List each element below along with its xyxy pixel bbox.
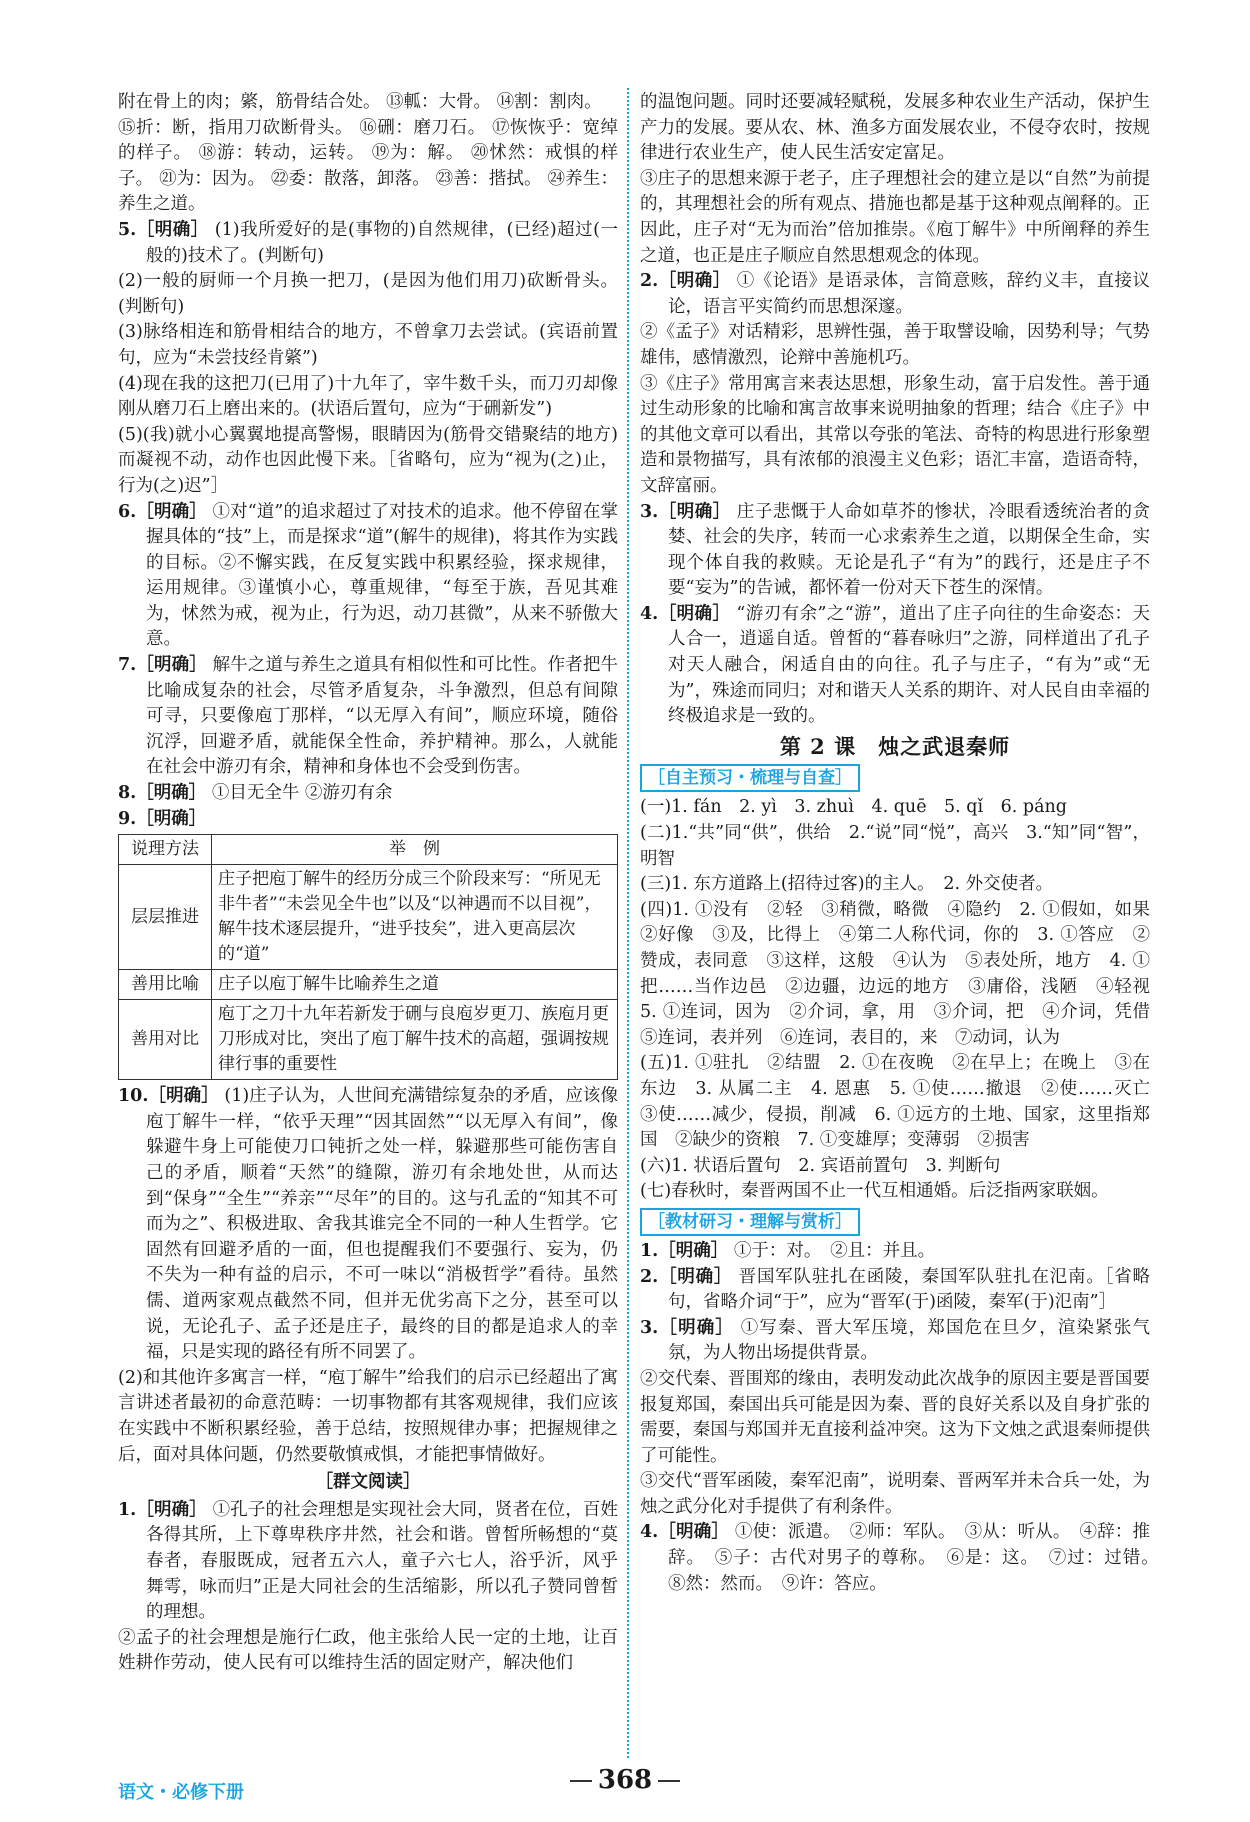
study-answer-4: 4.［明确］ ①使：派遣。 ②师：军队。 ③从：听从。 ④辞：推辞。 ⑤子：古代对男子的尊称。 ⑥是：这。 ⑦过：过错。 ⑧然：然而。 ⑨许：答应。: [640, 1522, 1168, 1594]
answer-text: ③《庄子》常用寓言来表达思想，形象生动，富于启发性。善于通过生动形象的比喻和寓言故事来说明抽象的哲理；结合《庄子》中的其他文章可以看出，其常以夸张的笔法、奇特的构思进行形象塑造和景物描写，具有浓郁的浪漫主义色彩；语汇丰富，造语奇特，文辞富丽。: [640, 373, 1150, 496]
page-number: 368: [560, 1765, 690, 1795]
answer-text: (5)(我)就小心翼翼地提高警惕，眼睛因为(筋骨交错聚结的地方)而凝视不动，动作也因此慢下来。［省略句，应为“视为(之)止，行为(之)迟”］: [118, 424, 618, 496]
section-banner: ［自主预习・梳理与自查］: [640, 764, 860, 792]
answer-text: (4)现在我的这把刀(已用了)十九年了，宰牛数千头，而刀刃却像刚从磨刀石上磨出来的。(状语后置句，应为“于硎新发”): [118, 373, 618, 420]
group-answer-1: 1.［明确］ ①孔子的社会理想是实现社会大同，贤者在位，百姓各得其所，上下尊卑秩序井然，社会和谐。曾皙所畅想的“莫春者，春服既成，冠者五六人，童子六七人，浴乎沂，风乎舞雩，咏而归”正是大同社会的生活缩影，所以孔子赞同曾皙的理想。: [118, 1499, 618, 1623]
study-answer-1: 1.［明确］ ①于：对。 ②且：并且。: [640, 1240, 936, 1261]
group-answer-4: 4.［明确］ “游刃有余”之“游”，道出了庄子向往的生命姿态：天人合一，逍遥自适。曾皙的“暮春咏归”之游，同样道出了孔子对天人融合，闲适自由的向往。孔子与庄子，“有为”或“无为”，殊途而同归；对和谐天人关系的期许、对人民自由幸福的终极追求是一致的。: [640, 603, 1150, 727]
table-cell: 层层推进: [119, 865, 212, 970]
table-row: [119, 1000, 618, 1080]
note-text: 附在骨上的肉；綮，筋骨结合处。 ⑬軱：大骨。 ⑭割：割肉。: [118, 92, 602, 112]
table-header: 举 例: [212, 835, 618, 865]
answer-text: ③交代“晋军函陵，秦军氾南”，说明秦、晋两军并未合兵一处，为烛之武分化对手提供了有利条件。: [640, 1471, 1150, 1517]
reasoning-table: [118, 834, 618, 1080]
left-column: [118, 90, 618, 1677]
table-cell: 庄子把庖丁解牛的经历分成三个阶段来写：“所见无非牛者”“未尝见全牛也”以及“以神遇而不以目视”，解牛技术逐层提升，“进乎技矣”，进入更高层次的“道”: [212, 865, 618, 970]
answer-10: 10.［明确］ (1)庄子认为，人世间充满错综复杂的矛盾，应该像庖丁解牛一样，“依乎天理”“因其固然”“以无厚入有间”，像躲避牛身上可能使刀口钝折之处一样，躲避那些可能伤害自己的矛盾，顺着“天然”的缝隙，游刃有余地处世，从而达到“保身”“全生”“养亲”“尽年”的目的。这与孔孟的“知其不可而为之”、积极进取、舍我其谁完全不同的一种人生哲学。它固然有回避矛盾的一面，但也提醒我们不要强行、妄为，仍不失为一种有益的启示，不可一味以“消极哲学”看待。虽然儒、道两家观点截然不同，但并无优劣高下之分，甚至可以说，无论孔子、孟子还是庄子，最终的目的都是追求人的幸福，只是实现的路径有所不同罢了。: [118, 1086, 618, 1363]
preview-item: (六)1. 状语后置句 2. 宾语前置句 3. 判断句: [640, 1155, 1001, 1176]
right-column: [640, 90, 1168, 1597]
preview-item: (三)1. 东方道路上(招待过客)的主人。 2. 外交使者。: [640, 874, 1054, 895]
answer-6: 6.［明确］ ①对“道”的追求超过了对技术的追求。他不停留在掌握具体的“技”上，而是探求“道”(解牛的规律)，将其作为实践的目标。②不懈实践，在反复实践中积累经验，探求规律，运用规律。③谨慎小心，尊重规律，“每至于族，吾见其难为，怵然为戒，视为止，行为迟，动刀甚微”，从来不骄傲大意。: [118, 501, 618, 650]
study-answer-3: 3.［明确］ ①写秦、晋大军压境，郑国危在旦夕，渲染紧张气氛，为人物出场提供背景。: [640, 1317, 1150, 1364]
preview-item: (二)1.“共”同“供”，供给 2.“说”同“悦”，高兴 3.“知”同“智”，明智: [640, 823, 1150, 869]
answer-7: 7.［明确］ 解牛之道与养生之道具有相似性和可比性。作者把牛比喻成复杂的社会，尽管矛盾复杂，斗争激烈，但总有间隙可寻，只要像庖丁那样，“以无厚入有间”，顺应环境，随俗沉浮，回避矛盾，就能保全性命，养护精神。那么，人就能在社会中游刃有余，精神和身体也不会受到伤害。: [118, 655, 618, 778]
answer-text: (3)脉络相连和筋骨相结合的地方，不曾拿刀去尝试。(宾语前置句，应为“未尝技经肯綮”): [118, 322, 618, 368]
table-cell: 善用比喻: [119, 970, 212, 1000]
group-answer-2: 2.［明确］ ①《论语》是语录体，言简意赅，辞约义丰，直接议论，语言平实简约而思想深邃。: [640, 271, 1150, 317]
book-name: 语文・必修下册: [118, 1782, 244, 1803]
column-divider: [627, 88, 629, 1758]
section-title: ［群文阅读］: [315, 1472, 421, 1493]
table-cell: 善用对比: [119, 1000, 212, 1080]
section-banner: ［教材研习・理解与赏析］: [640, 1208, 860, 1236]
table-row: [119, 970, 618, 1000]
preview-item: (七)春秋时，秦晋两国不止一代互相通婚。后泛指两家联姻。: [640, 1181, 1109, 1202]
study-answer-2: 2.［明确］ 晋国军队驻扎在函陵，秦国军队驻扎在氾南。［省略句，省略介词“于”，应为“晋军(于)函陵，秦军(于)氾南”］: [640, 1266, 1150, 1313]
answer-text: ②交代秦、晋围郑的缘由，表明发动此次战争的原因主要是晋国要报复郑国，秦国出兵可能是因为秦、晋的良好关系以及自身扩张的需要，秦国与郑国并无直接利益冲突。这为下文烛之武退秦师提供了可能性。: [640, 1368, 1150, 1466]
group-answer-3: 3.［明确］ 庄子悲慨于人命如草芥的惨状，冷眼看透统治者的贪婪、社会的失序，转而一心求索养生之道，以期保全生命，实现个体自我的救赎。无论是孔子“有为”的践行，还是庄子不要“妄为”的告诫，都怀着一份对天下苍生的深情。: [640, 501, 1150, 599]
answer-5: 5.［明确］ (1)我所爱好的是(事物的)自然规律，(已经)超过(一般的)技术了。(判断句): [118, 219, 618, 266]
answer-text: ②孟子的社会理想是施行仁政，他主张给人民一定的土地，让百姓耕作劳动，使人民有可以维持生活的固定财产，解决他们: [118, 1627, 618, 1674]
table-row: [119, 865, 618, 970]
table-header-row: [119, 835, 618, 865]
answer-text: ②《孟子》对话精彩，思辨性强，善于取譬设喻，因势利导；气势雄伟，感情激烈，论辩中善施机巧。: [640, 322, 1150, 368]
answer-text: (2)和其他许多寓言一样，“庖丁解牛”给我们的启示已经超出了寓言讲述者最初的命意范畴：一切事物都有其客观规律，我们应该在实践中不断积累经验，善于总结，按照规律办事；把握规律之后，面对具体问题，仍然要敬慎戒惧，才能把事情做好。: [118, 1367, 618, 1465]
note-text: ⑮折：断，指用刀砍断骨头。 ⑯硎：磨刀石。 ⑰恢恢乎：宽绰的样子。 ⑱游：转动，运转。 ⑲为：解。 ⑳怵然：戒惧的样子。 ㉑为：因为。 ㉒委：散落，卸落。 ㉓善：揩拭。 ㉔养生：养生之道。: [118, 117, 618, 215]
preview-item: (一)1. fán 2. yì 3. zhuì 4. quē 5. qǐ 6. páng: [640, 797, 1067, 818]
answer-text: ③庄子的思想来源于老子，庄子理想社会的建立是以“自然”为前提的，其理想社会的所有观点、措施也都是基于这种观点阐释的。正因此，庄子对“无为而治”倍加推崇。《庖丁解牛》中所阐释的养生之道，也正是庄子顺应自然思想观念的体现。: [640, 168, 1150, 266]
table-cell: 庄子以庖丁解牛比喻养生之道: [212, 970, 618, 1000]
answer-text: 的温饱问题。同时还要减轻赋税，发展多种农业生产活动，保护生产力的发展。要从农、林、渔多方面发展农业，不侵夺农时，按规律进行农业生产，使人民生活安定富足。: [640, 92, 1150, 164]
table-header: 说理方法: [119, 835, 212, 865]
answer-9: 9.［明确］: [118, 808, 207, 829]
answer-text: (2)一般的厨师一个月换一把刀，(是因为他们用刀)砍断骨头。(判断句): [118, 271, 618, 317]
preview-item: (五)1. ①驻扎 ②结盟 2. ①在夜晚 ②在早上；在晚上 ③在东边 3. 从属二主 4. 恩惠 5. ①使……撤退 ②使……灭亡 ③使……减少，侵损，削减 6. ①远方的土地、国家，这里指郑国 ②缺少的资粮 7. ①变雄厚；变薄弱 ②损害: [640, 1053, 1168, 1151]
lesson-title: 第 2 课 烛之武退秦师: [779, 733, 1011, 759]
answer-8: 8.［明确］ ①目无全牛 ②游刃有余: [118, 783, 393, 804]
table-cell: 庖丁之刀十九年若新发于硎与良庖岁更刀、族庖月更刀形成对比，突出了庖丁解牛技术的高超，强调按规律行事的重要性: [212, 1000, 618, 1080]
preview-item: (四)1. ①没有 ②轻 ③稍微，略微 ④隐约 2. ①假如，如果 ②好像 ③及，比得上 ④第二人称代词，你的 3. ①答应 ②赞成，表同意 ③这样，这般 ④认为 ⑤表处所，地方 4. ①把……当作边邑 ②边疆，边远的地方 ③庸俗，浅陋 ④轻视 5. ①连词，因为 ②介词，拿，用 ③介词，把 ④介词，凭借 ⑤连词，表并列 ⑥连词，表目的，来 ⑦动词，认为: [640, 899, 1168, 1048]
